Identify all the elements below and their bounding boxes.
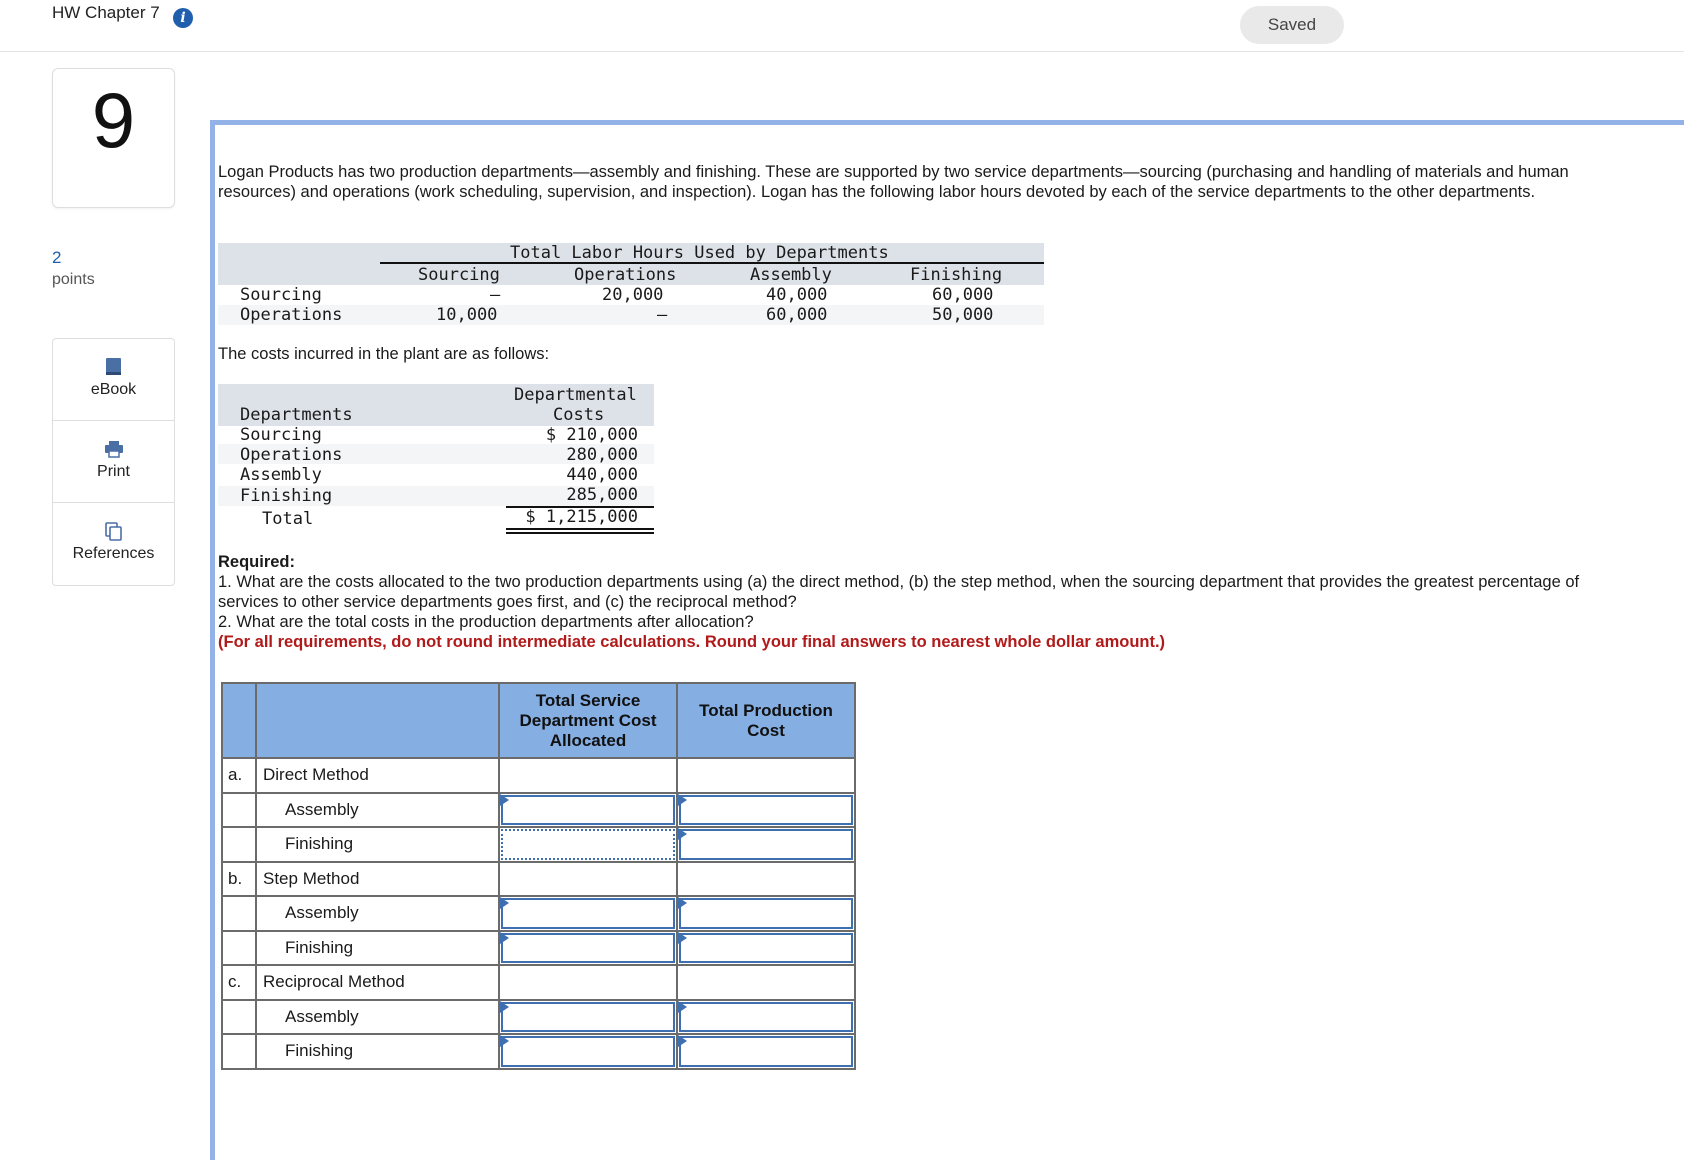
costs-header-line2: Costs [553, 405, 605, 425]
section-method: Step Method [256, 862, 499, 897]
empty-cell [677, 965, 855, 1000]
labor-cell: – [490, 285, 501, 305]
costs-total-double-rule [506, 528, 654, 530]
empty-cell [222, 1034, 256, 1069]
ebook-label: eBook [90, 381, 137, 398]
points-value: 2 [52, 248, 62, 267]
empty-cell [499, 862, 677, 897]
direct-assembly-total-input[interactable] [677, 793, 855, 828]
costs-row-header: Departments [240, 405, 353, 425]
labor-cell: 60,000 [932, 285, 994, 305]
answer-table [221, 682, 856, 1070]
direct-finishing-total-input[interactable] [677, 827, 855, 862]
required-section [218, 552, 1638, 652]
costs-row-value: 280,000 [566, 445, 638, 465]
costs-row-label: Sourcing [240, 425, 322, 445]
labor-row-label: Operations [240, 305, 343, 325]
costs-row-label: Assembly [240, 465, 322, 485]
reciprocal-finishing-allocated-input[interactable] [499, 1034, 677, 1069]
required-note: (For all requirements, do not round intermediate calculations. Round your final answers to nearest whole dollar amount.) [218, 633, 1166, 651]
step-finishing-total-input[interactable] [677, 931, 855, 966]
required-item-1: 1. What are the costs allocated to the two production departments using (a) the direct method, (b) the step method, when the sourcing department that provides the greatest percentage of services to other service departments goes first, and (c) the reciprocal method? [218, 573, 1580, 611]
costs-row-value: 285,000 [566, 485, 638, 505]
labor-col-operations: Operations [574, 265, 677, 285]
empty-cell [677, 862, 855, 897]
book-icon [53, 357, 174, 377]
costs-row-value: 440,000 [566, 465, 638, 485]
row-label-finishing: Finishing [256, 931, 499, 966]
section-method: Reciprocal Method [256, 965, 499, 1000]
empty-cell [222, 896, 256, 931]
reciprocal-assembly-total-input[interactable] [677, 1000, 855, 1035]
section-letter: a. [222, 758, 256, 793]
print-button[interactable] [53, 421, 174, 503]
section-method: Direct Method [256, 758, 499, 793]
question-intro: Logan Products has two production departments—assembly and finishing. These are supported by two service departments—sourcing (purchasing and handling of materials and human resources) and operations (work scheduling, supervision, and inspection). Logan has the following labor hours devoted by each of the service departments to the other departments. [218, 163, 1569, 201]
costs-total-double-rule [506, 532, 654, 534]
empty-cell [222, 1000, 256, 1035]
info-icon[interactable]: i [173, 8, 193, 28]
labor-cell: – [657, 305, 668, 325]
copy-icon [53, 521, 174, 541]
row-label-assembly: Assembly [256, 793, 499, 828]
costs-total-value: $ 1,215,000 [525, 507, 638, 527]
step-finishing-allocated-input[interactable] [499, 931, 677, 966]
labor-cell: 60,000 [766, 305, 828, 325]
costs-total-label: Total [262, 509, 314, 529]
references-label: References [72, 545, 155, 562]
ebook-button[interactable] [53, 339, 174, 421]
row-label-finishing: Finishing [256, 1034, 499, 1069]
print-icon [53, 439, 174, 459]
labor-col-sourcing: Sourcing [418, 265, 500, 285]
question-number-card [52, 68, 175, 208]
question-panel-top-border [210, 120, 1684, 125]
points-label: points [52, 271, 95, 288]
grid-header-blank [222, 683, 256, 758]
labor-cell: 50,000 [932, 305, 994, 325]
row-label-finishing: Finishing [256, 827, 499, 862]
row-label-assembly: Assembly [256, 896, 499, 931]
empty-cell [499, 758, 677, 793]
direct-assembly-allocated-input[interactable] [499, 793, 677, 828]
step-assembly-total-input[interactable] [677, 896, 855, 931]
required-item-2: 2. What are the total costs in the production departments after allocation? [218, 613, 754, 631]
question-number: 9 [91, 76, 136, 164]
section-letter: c. [222, 965, 256, 1000]
top-bar [0, 0, 1684, 52]
section-letter: b. [222, 862, 256, 897]
tool-panel [52, 338, 175, 586]
empty-cell [499, 965, 677, 1000]
costs-header-line1: Departmental [514, 385, 637, 405]
col-service-cost-header: Total Service Department Cost Allocated [499, 683, 677, 758]
labor-table-title: Total Labor Hours Used by Departments [510, 243, 889, 263]
step-assembly-allocated-input[interactable] [499, 896, 677, 931]
empty-cell [222, 827, 256, 862]
print-label: Print [97, 463, 130, 480]
required-title: Required: [218, 553, 296, 571]
costs-row-label: Operations [240, 445, 343, 465]
labor-col-assembly: Assembly [750, 265, 832, 285]
labor-cell: 40,000 [766, 285, 828, 305]
labor-col-finishing: Finishing [910, 265, 1003, 285]
assignment-title: HW Chapter 7 [52, 3, 160, 22]
references-button[interactable] [53, 503, 174, 585]
empty-cell [677, 758, 855, 793]
labor-row-label: Sourcing [240, 285, 322, 305]
labor-cell: 20,000 [602, 285, 664, 305]
col-production-cost-header: Total Production Cost [677, 683, 855, 758]
direct-finishing-allocated-input[interactable] [499, 827, 677, 862]
reciprocal-finishing-total-input[interactable] [677, 1034, 855, 1069]
empty-cell [222, 931, 256, 966]
labor-cell: 10,000 [436, 305, 498, 325]
costs-row-label: Finishing [240, 486, 333, 506]
row-label-assembly: Assembly [256, 1000, 499, 1035]
empty-cell [222, 793, 256, 828]
saved-status-badge: Saved [1240, 6, 1344, 44]
reciprocal-assembly-allocated-input[interactable] [499, 1000, 677, 1035]
costs-intro: The costs incurred in the plant are as follows: [218, 345, 550, 363]
costs-row-value: $ 210,000 [545, 425, 638, 445]
grid-header-blank [256, 683, 499, 758]
question-panel-left-border [210, 120, 215, 1160]
